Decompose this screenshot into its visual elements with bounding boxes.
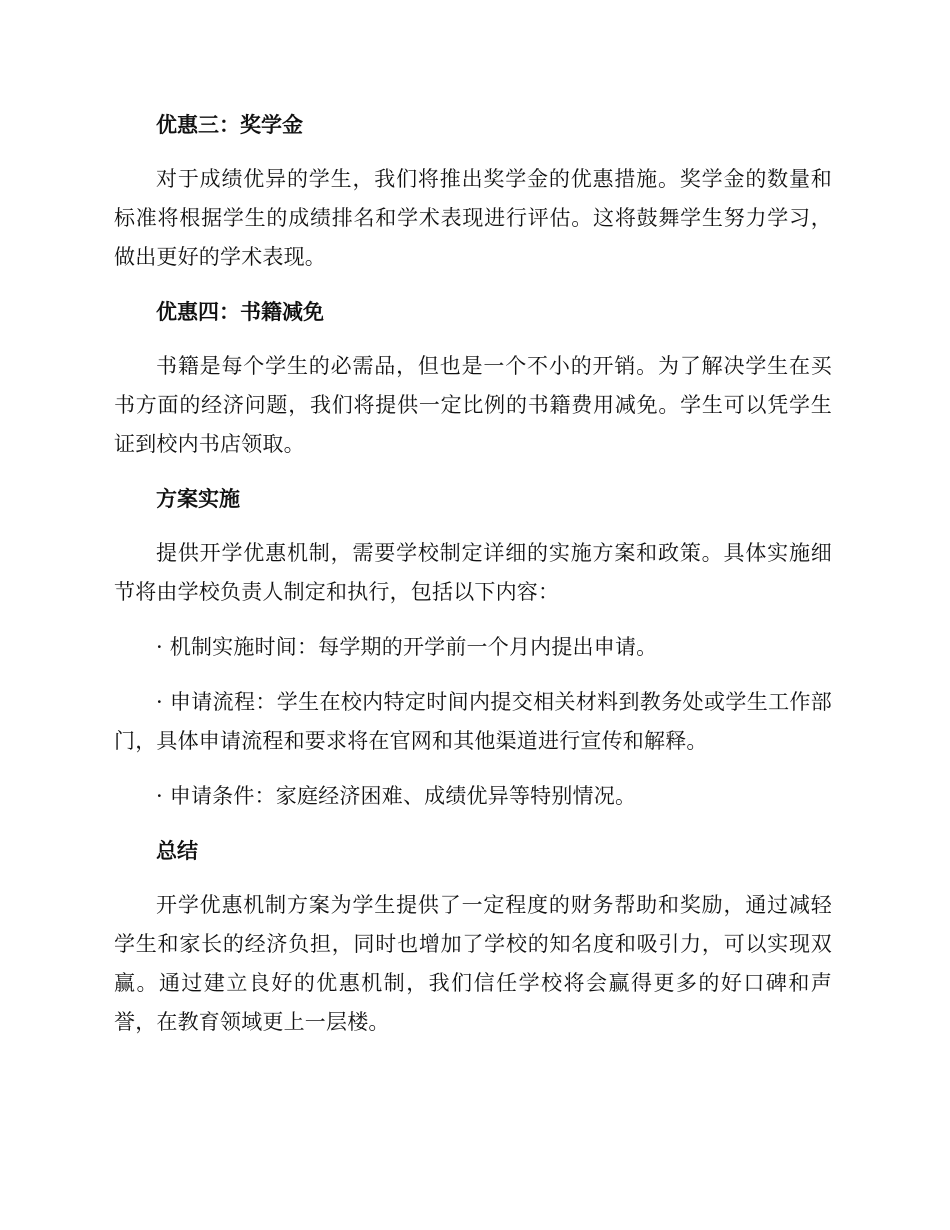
section-heading-scholarship: 优惠三：奖学金 [156,113,303,137]
section-heading-book-discount: 优惠四：书籍减免 [156,300,324,324]
bullet-item-process: · 申请流程：学生在校内特定时间内提交相关材料到教务处或学生工作部门，具体申请流程和要求将在官网和其他渠道进行宣传和解释。 [114,690,832,753]
section-paragraph-scholarship: 对于成绩优异的学生，我们将推出奖学金的优惠措施。奖学金的数量和标准将根据学生的成绩排名和学术表现进行评估。这将鼓舞学生努力学习，做出更好的学术表现。 [114,167,832,269]
section-heading-implementation: 方案实施 [156,487,240,511]
bullet-item-conditions: · 申请条件：家庭经济困难、成绩优异等特别情况。 [156,784,637,808]
section-paragraph-book-discount: 书籍是每个学生的必需品，但也是一个不小的开销。为了解决学生在买书方面的经济问题，我们将提供一定比例的书籍费用减免。学生可以凭学生证到校内书店领取。 [114,354,832,456]
section-paragraph-implementation: 提供开学优惠机制，需要学校制定详细的实施方案和政策。具体实施细节将由学校负责人制定和执行，包括以下内容： [114,541,832,604]
section-heading-summary: 总结 [156,839,198,863]
bullet-item-timing: · 机制实施时间：每学期的开学前一个月内提出申请。 [156,635,658,659]
section-paragraph-summary: 开学优惠机制方案为学生提供了一定程度的财务帮助和奖励，通过减轻学生和家长的经济负担，同时也增加了学校的知名度和吸引力，可以实现双赢。通过建立良好的优惠机制，我们信任学校将会赢得更多的好口碑和声誉，在教育领域更上一层楼。 [114,893,832,1034]
document-body [114,106,832,1058]
